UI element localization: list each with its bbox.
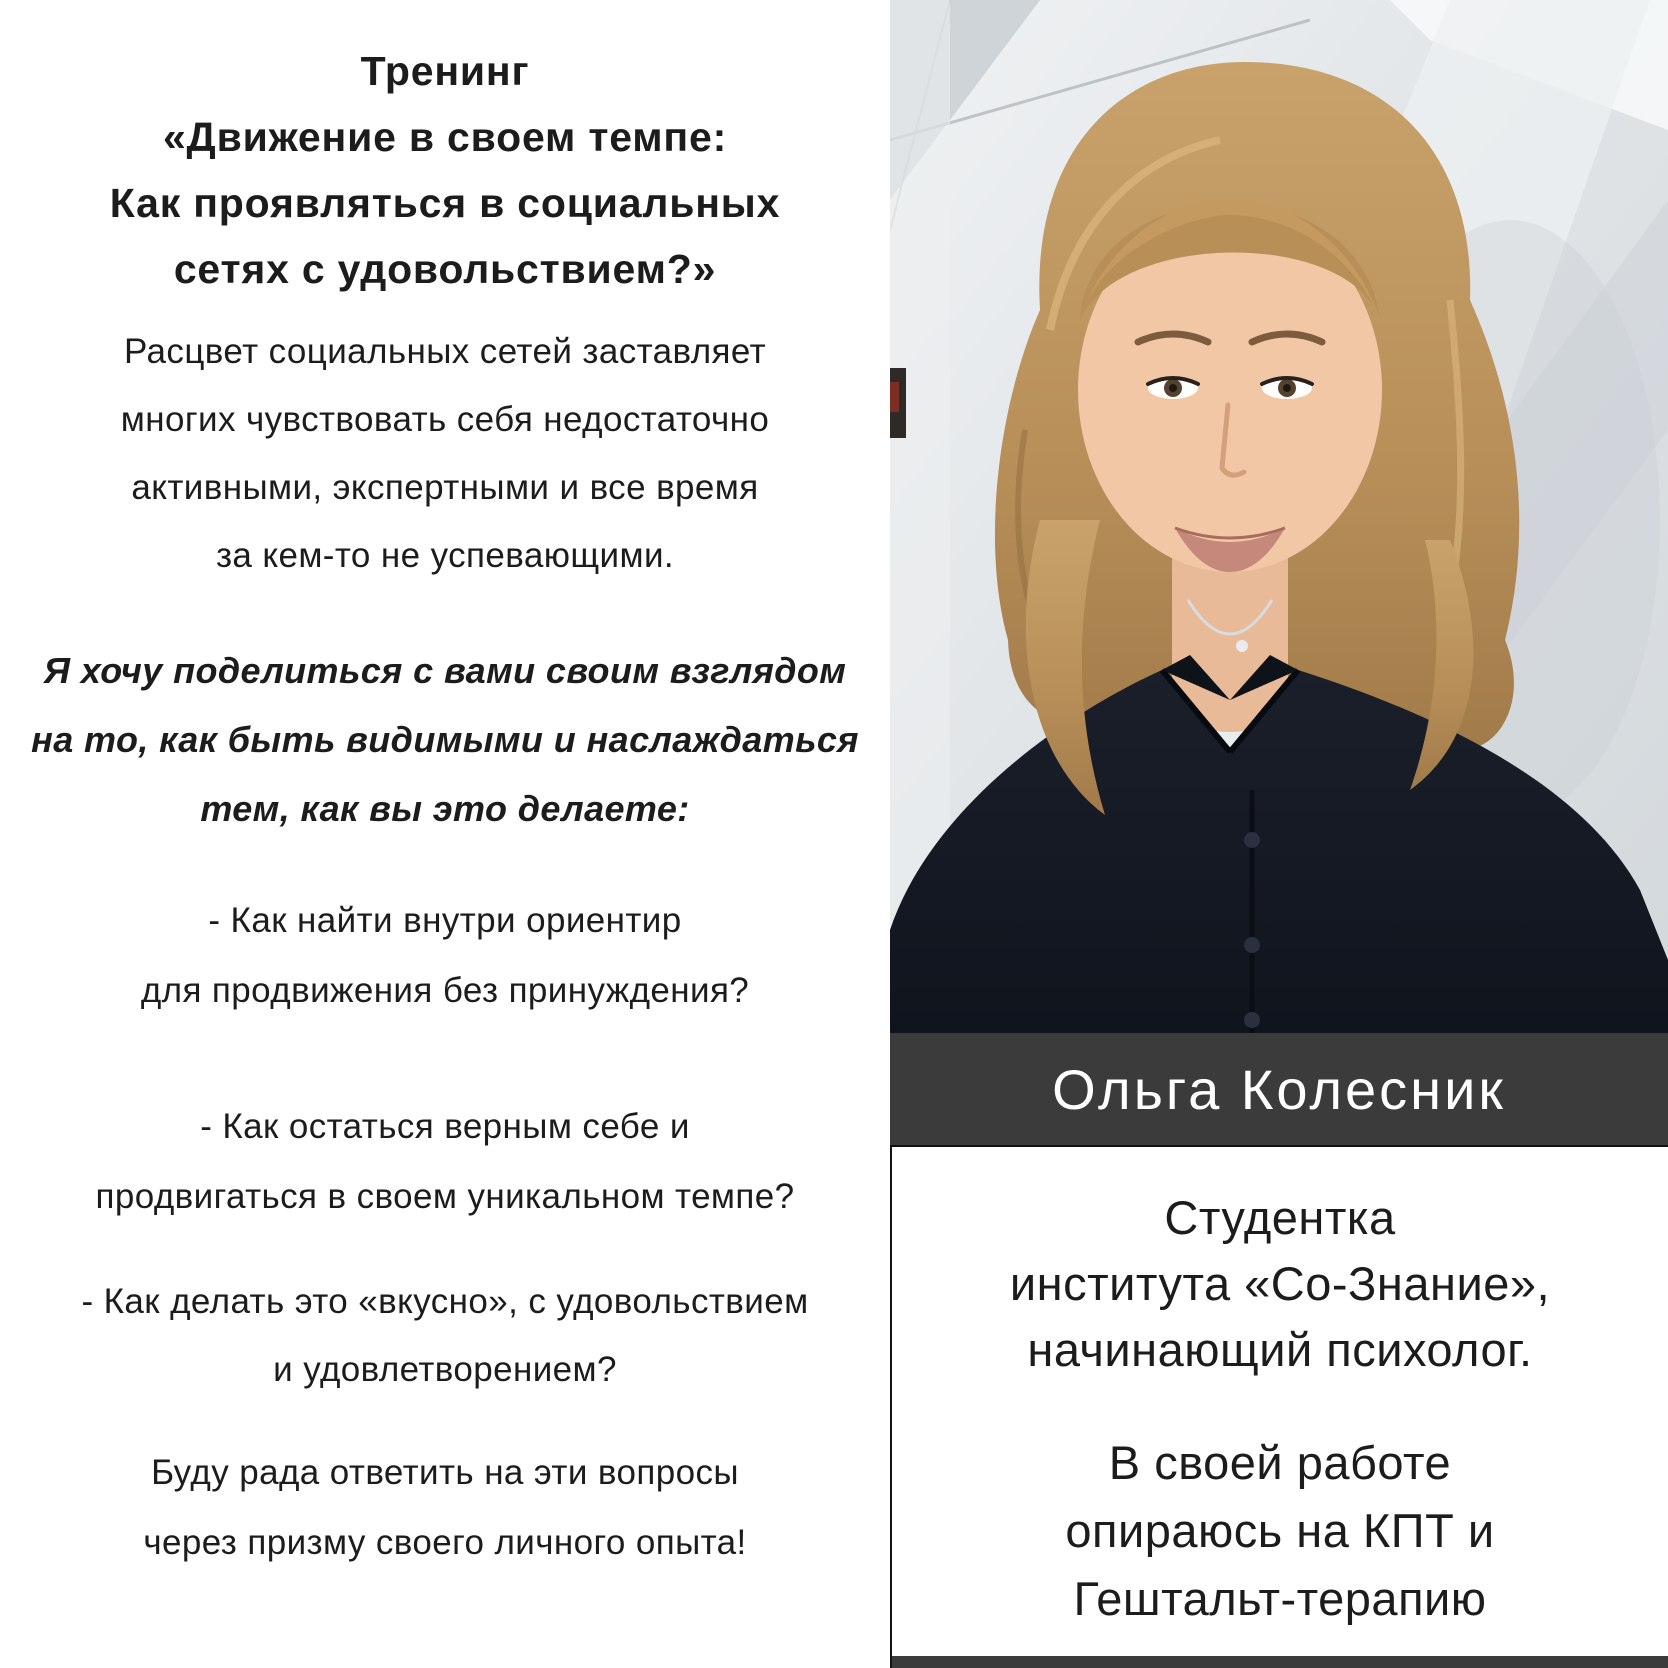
bullet-question-3 [0, 1268, 890, 1404]
bio-line: опираюсь на КПТ и [1065, 1504, 1495, 1557]
speaker-portrait-illustration [890, 0, 1668, 1033]
title-line: Как проявляться в социальных [109, 180, 781, 226]
bio-line: Гештальт-терапию [1073, 1572, 1487, 1625]
bullet-line: - Как найти внутри ориентир [208, 901, 682, 940]
bio-approach [892, 1429, 1668, 1633]
title-line: «Движение в своем темпе: [162, 114, 728, 160]
outro-line: через призму своего личного опыта! [143, 1523, 747, 1562]
bullet-line: - Как остаться верным себе и [200, 1107, 690, 1146]
highlight-paragraph [0, 636, 890, 843]
bullet-line: продвигаться в своем уникальном темпе? [95, 1177, 795, 1216]
title-line: сетях с удовольствием?» [173, 246, 717, 292]
speaker-photo [890, 0, 1668, 1033]
bullet-line: для продвижения без принуждения? [140, 971, 750, 1010]
intro-line: многих чувствовать себя недостаточно [120, 400, 770, 439]
highlight-line: Я хочу поделиться с вами своим взглядом [43, 650, 847, 691]
outro-line: Буду рада ответить на эти вопросы [151, 1453, 739, 1492]
intro-line: за кем-то не успевающими. [215, 536, 675, 575]
bio-study [892, 1185, 1668, 1383]
highlight-line: на то, как быть видимыми и наслаждаться [31, 719, 859, 760]
bullet-line: и удовлетворением? [273, 1350, 617, 1389]
bottom-strip [892, 1656, 1668, 1668]
bullet-question-1 [0, 886, 890, 1026]
speaker-name: Ольга Колесник [1052, 1057, 1506, 1121]
speaker-bio-panel [890, 1147, 1668, 1668]
intro-line: Расцвет социальных сетей заставляет [123, 332, 767, 371]
bullet-line: - Как делать это «вкусно», с удовольствием [81, 1282, 809, 1321]
highlight-line: тем, как вы это делаете: [200, 788, 690, 829]
bio-line: Студентка [1164, 1191, 1396, 1244]
training-title [0, 38, 890, 302]
bio-line: начинающий психолог. [1027, 1323, 1533, 1376]
title-line: Тренинг [360, 48, 530, 94]
bullet-question-2 [0, 1092, 890, 1232]
intro-paragraph [0, 318, 890, 590]
intro-line: активными, экспертными и все время [131, 468, 759, 507]
bio-line: В своей работе [1108, 1436, 1452, 1489]
speaker-panel [890, 0, 1668, 1668]
outro-paragraph [0, 1438, 890, 1578]
bio-line: института «Со-Знание», [1009, 1257, 1551, 1310]
speaker-name-band [890, 1033, 1668, 1147]
